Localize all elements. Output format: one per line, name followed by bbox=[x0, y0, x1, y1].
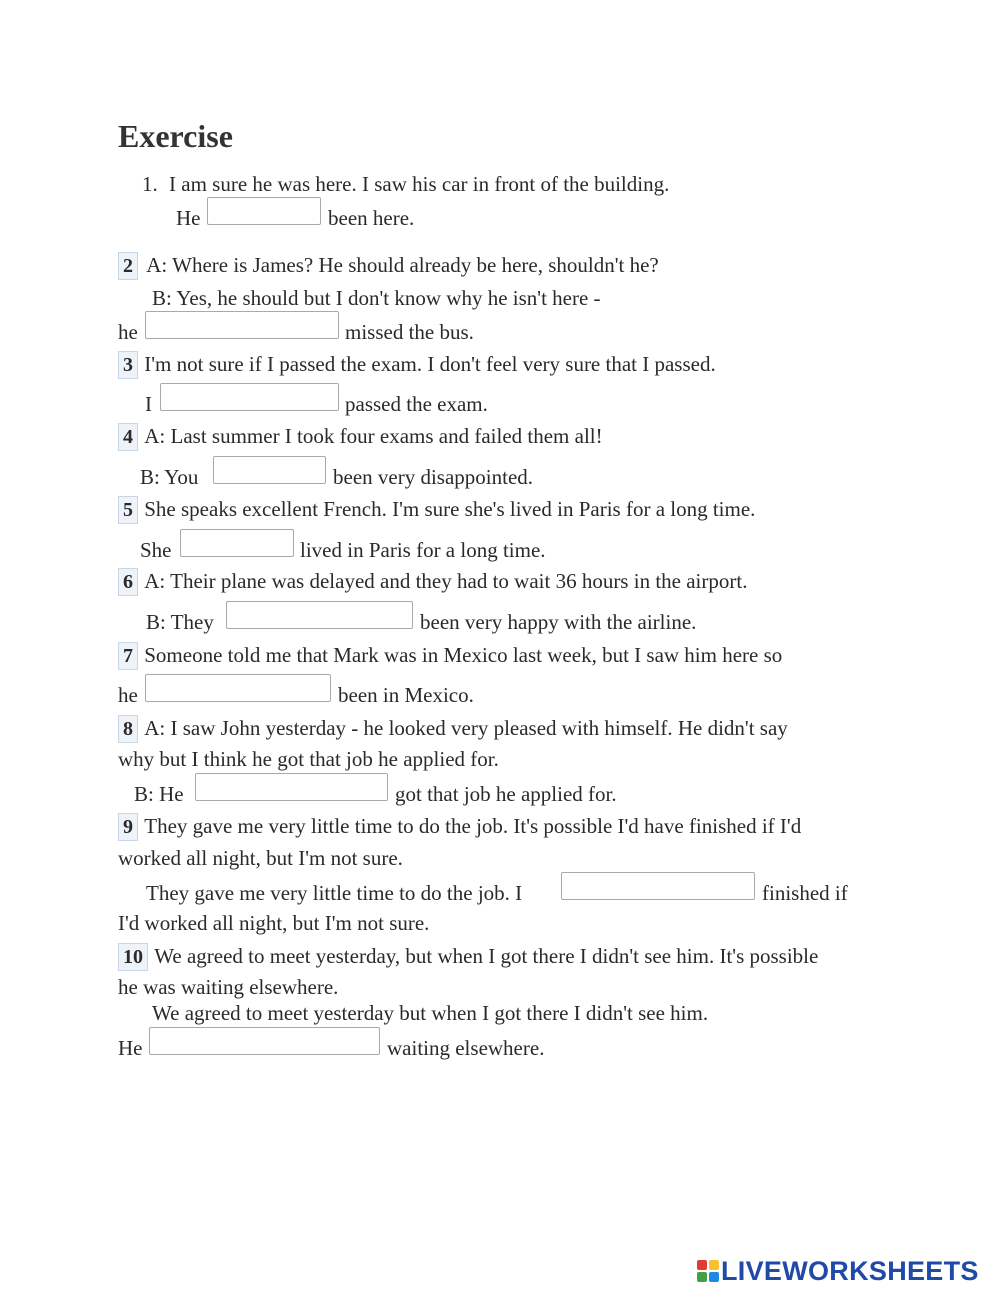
question-5 bbox=[118, 496, 755, 524]
item-number-badge: 6 bbox=[118, 568, 138, 596]
answer-suffix: finished if bbox=[762, 881, 848, 905]
answer-prefix: I bbox=[145, 392, 152, 416]
question-7 bbox=[118, 642, 782, 670]
answer-suffix: been very happy with the airline. bbox=[420, 610, 697, 634]
answer-prefix: He bbox=[176, 206, 201, 230]
answer-suffix: lived in Paris for a long time. bbox=[300, 538, 546, 562]
answer-input-8[interactable] bbox=[195, 773, 388, 801]
item-number-badge: 2 bbox=[118, 252, 138, 280]
answer-prefix: He bbox=[118, 1036, 143, 1060]
answer-input-6[interactable] bbox=[226, 601, 413, 629]
question-text-line2: worked all night, but I'm not sure. bbox=[118, 846, 403, 870]
question-text-line2: he was waiting elsewhere. bbox=[118, 975, 339, 999]
question-3 bbox=[118, 351, 716, 379]
question-1 bbox=[142, 172, 669, 196]
answer-input-9[interactable] bbox=[561, 872, 755, 900]
answer-input-3[interactable] bbox=[160, 383, 339, 411]
question-6 bbox=[118, 568, 747, 596]
question-4 bbox=[118, 423, 603, 451]
question-text: I'm not sure if I passed the exam. I don't feel very sure that I passed. bbox=[144, 352, 716, 376]
item-number: 1. bbox=[142, 172, 158, 196]
page-title: Exercise bbox=[118, 118, 233, 154]
question-9 bbox=[118, 813, 801, 841]
item-number-badge: 7 bbox=[118, 642, 138, 670]
answer-prefix: B: They bbox=[146, 610, 214, 634]
item-number-badge: 8 bbox=[118, 715, 138, 743]
question-text: She speaks excellent French. I'm sure she's lived in Paris for a long time. bbox=[144, 497, 756, 521]
question-text: A: Their plane was delayed and they had to wait 36 hours in the airport. bbox=[144, 569, 748, 593]
question-text: Someone told me that Mark was in Mexico last week, but I saw him here so bbox=[144, 643, 783, 667]
answer-suffix: been very disappointed. bbox=[333, 465, 534, 489]
question-text: They gave me very little time to do the job. It's possible I'd have finished if I'd bbox=[144, 814, 802, 838]
question-text: I am sure he was here. I saw his car in front of the building. bbox=[169, 172, 670, 196]
answer-suffix: got that job he applied for. bbox=[395, 782, 617, 806]
answer-prefix: B: He bbox=[134, 782, 184, 806]
answer-suffix: waiting elsewhere. bbox=[387, 1036, 545, 1060]
answer-input-7[interactable] bbox=[145, 674, 331, 702]
question-text: A: I saw John yesterday - he looked very pleased with himself. He didn't say bbox=[144, 716, 788, 740]
item-number-badge: 9 bbox=[118, 813, 138, 841]
answer-context: We agreed to meet yesterday but when I got there I didn't see him. bbox=[152, 1001, 709, 1025]
answer-prefix: They gave me very little time to do the job. I bbox=[146, 881, 523, 905]
answer-input-5[interactable] bbox=[180, 529, 294, 557]
answer-prefix: he bbox=[118, 320, 138, 344]
liveworksheets-logo bbox=[697, 1257, 997, 1285]
item-number-badge: 10 bbox=[118, 943, 148, 971]
answer-line2: I'd worked all night, but I'm not sure. bbox=[118, 911, 430, 935]
answer-prefix: he bbox=[118, 683, 138, 707]
liveworksheets-icon bbox=[697, 1260, 719, 1282]
answer-input-10[interactable] bbox=[149, 1027, 380, 1055]
question-10 bbox=[118, 943, 818, 971]
answer-prefix: B: You bbox=[140, 465, 199, 489]
question-text-line2: why but I think he got that job he applied for. bbox=[118, 747, 499, 771]
question-text: A: Where is James? He should already be here, shouldn't he? bbox=[146, 253, 659, 277]
answer-suffix: been here. bbox=[328, 206, 415, 230]
question-2 bbox=[118, 252, 659, 280]
answer-suffix: been in Mexico. bbox=[338, 683, 474, 707]
question-text: A: Last summer I took four exams and failed them all! bbox=[144, 424, 603, 448]
answer-input-4[interactable] bbox=[213, 456, 326, 484]
answer-suffix: missed the bus. bbox=[345, 320, 474, 344]
question-8 bbox=[118, 715, 788, 743]
answer-suffix: passed the exam. bbox=[345, 392, 488, 416]
answer-prefix: She bbox=[140, 538, 172, 562]
item-number-badge: 4 bbox=[118, 423, 138, 451]
brand-name: LIVEWORKSHEETS bbox=[721, 1256, 979, 1286]
item-number-badge: 3 bbox=[118, 351, 138, 379]
question-text: We agreed to meet yesterday, but when I got there I didn't see him. It's possible bbox=[154, 944, 819, 968]
question-text-line2: B: Yes, he should but I don't know why he isn't here - bbox=[152, 286, 601, 310]
answer-input-1[interactable] bbox=[207, 197, 321, 225]
answer-input-2[interactable] bbox=[145, 311, 339, 339]
item-number-badge: 5 bbox=[118, 496, 138, 524]
